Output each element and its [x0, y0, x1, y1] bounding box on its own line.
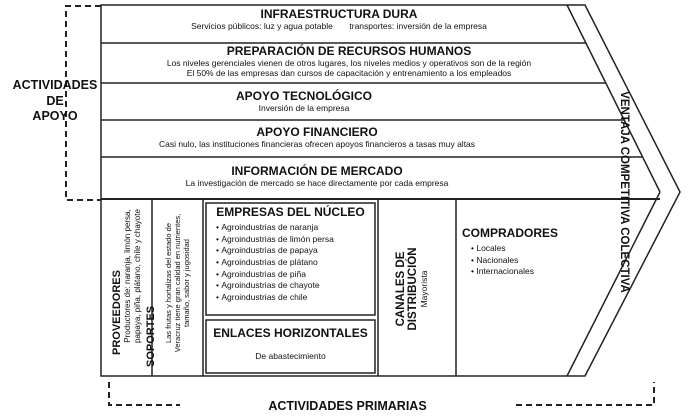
rrhh-line-2: El 50% de las empresas dan cursos de capacitación y entrenamiento a los empleados	[186, 67, 512, 78]
rrhh-section	[101, 45, 597, 78]
tech-section	[101, 90, 507, 114]
primary-activities-text: ACTIVIDADES PRIMARIAS	[268, 399, 427, 413]
market-line-1: La investigación de mercado se hace directamente por cada empresa	[185, 177, 449, 188]
supports-text	[164, 198, 198, 368]
market-section	[101, 165, 533, 189]
buyers-item: • Nacionales	[471, 255, 582, 267]
buyers-title: COMPRADORES	[462, 226, 559, 240]
supports-line-1: Las frutas y hortalizas del estado de	[164, 222, 173, 344]
infra-section	[101, 8, 577, 32]
market-title: INFORMACIÓN DE MERCADO	[231, 164, 403, 178]
links-line-1: De abastecimiento	[255, 350, 326, 361]
core-item: • Agroindustrias de piña	[216, 269, 374, 281]
supports-line-3: tamaño, sabor y jugosidad	[182, 239, 191, 327]
channels-section	[395, 209, 439, 369]
rrhh-title: PREPARACIÓN DE RECURSOS HUMANOS	[226, 44, 472, 58]
channels-title-1: CANALES DE	[395, 251, 407, 327]
tech-line-1: Inversión de la empresa	[258, 102, 350, 113]
links-title: ENLACES HORIZONTALES	[213, 326, 368, 340]
buyers-list	[471, 243, 582, 278]
suppliers-line-2: papaya, piña, plátano, chile y chayote	[132, 209, 142, 343]
support-label-line-2: DE	[46, 93, 64, 108]
buyers-item: • Locales	[471, 243, 582, 255]
finance-title: APOYO FINANCIERO	[256, 125, 378, 139]
supports-section	[145, 213, 161, 367]
core-item: • Agroindustrias de naranja	[216, 222, 374, 234]
competitive-advantage-label	[614, 67, 630, 317]
core-item: • Agroindustrias de limón persa	[216, 234, 374, 246]
infra-text	[101, 22, 577, 32]
core-list	[216, 222, 374, 304]
core-item: • Agroindustrias de plátano	[216, 257, 374, 269]
core-section	[207, 206, 374, 304]
buyers-item: • Internacionales	[471, 266, 582, 278]
core-item: • Agroindustrias de papaya	[216, 245, 374, 257]
finance-section	[101, 126, 533, 150]
supports-title: SOPORTES	[145, 305, 157, 367]
suppliers-line-1: Productores de: naranja, limón persa,	[123, 209, 132, 343]
primary-activities-label	[180, 399, 515, 415]
competitive-advantage-text: VENTAJA COMPETITIVA COLECTIVA	[618, 91, 630, 293]
infra-text-left: Servicios públicos: luz y agua potable	[191, 20, 333, 31]
support-activities-label	[0, 78, 110, 125]
support-label-line-3: APOYO	[32, 109, 78, 124]
core-item: • Agroindustrias de chayote	[216, 280, 374, 292]
core-title: EMPRESAS DEL NÚCLEO	[216, 205, 365, 219]
core-item: • Agroindustrias de chile	[216, 292, 374, 304]
infra-text-right: transportes: inversión de la empresa	[349, 20, 487, 31]
infra-title: INFRAESTRUCTURA DURA	[260, 7, 418, 21]
support-label-line-1: ACTIVIDADES	[12, 78, 98, 92]
tech-title: APOYO TECNOLÓGICO	[235, 89, 372, 103]
supports-line-2: Veracruz tiene gran calidad en nutrientes,	[173, 213, 182, 353]
links-section	[207, 327, 374, 362]
buyers-section	[462, 227, 582, 278]
finance-line-1: Casi nulo, las instituciones financieras ofrecen apoyos financieros a tasas muy altas	[158, 138, 476, 149]
channels-sub: Mayorista	[419, 270, 429, 308]
rrhh-line-1: Los niveles gerenciales vienen de otros lugares, los niveles medios y operativos son de la región	[166, 57, 532, 68]
channels-title-2: DISTRIBUCIÓN	[407, 247, 419, 331]
suppliers-title: PROVEEDORES	[111, 270, 123, 355]
